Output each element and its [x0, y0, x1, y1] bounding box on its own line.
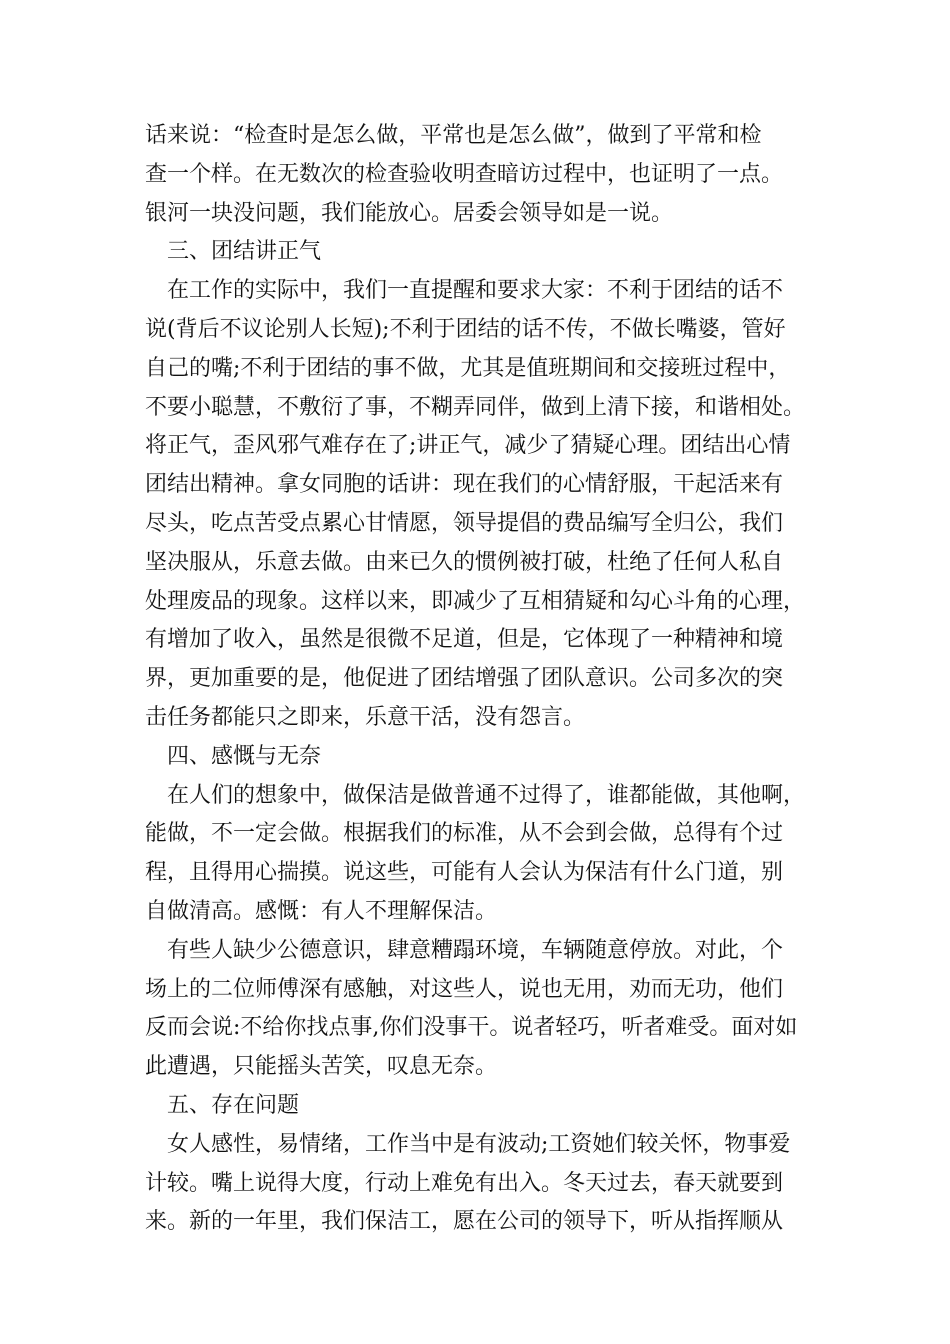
text-line: 自做清高。感慨：有人不理解保洁。 — [145, 898, 498, 924]
text-line: 女人感性，易情绪，工作当中是有波动;工资她们较关怀，物事爱 — [167, 1131, 791, 1157]
text-line: 来。新的一年里，我们保洁工，愿在公司的领导下，听从指挥顺从 — [145, 1209, 784, 1235]
text-line: 团结出精神。拿女同胞的话讲：现在我们的心情舒服，干起活来有 — [145, 472, 784, 498]
text-line: 在人们的想象中，做保洁是做普通不过得了，谁都能做，其他啊， — [167, 782, 806, 808]
text-line: 场上的二位师傅深有感触，对这些人，说也无用，劝而无功，他们 — [145, 976, 784, 1002]
text-line: 查一个样。在无数次的检查验收明查暗访过程中，也证明了一点。 — [145, 161, 784, 187]
text-line: 反而会说:不给你找点事,你们没事干。说者轻巧，听者难受。面对如 — [145, 1015, 798, 1041]
text-line: 在工作的实际中，我们一直提醒和要求大家：不利于团结的话不 — [167, 278, 784, 304]
text-line: 话来说：“检查时是怎么做，平常也是怎么做”，做到了平常和检 — [145, 123, 762, 148]
text-line: 坚决服从，乐意去做。由来已久的惯例被打破，杜绝了任何人私自 — [145, 549, 784, 575]
section-heading: 四、感慨与无奈 — [167, 743, 322, 769]
text-line: 处理废品的现象。这样以来，即减少了互相猜疑和勾心斗角的心理， — [145, 588, 806, 614]
text-line: 计较。嘴上说得大度，行动上难免有出入。冬天过去，春天就要到 — [145, 1170, 784, 1196]
text-line: 此遭遇，只能摇头苦笑，叹息无奈。 — [145, 1054, 498, 1080]
document-body — [145, 117, 835, 1242]
text-line: 有增加了收入，虽然是很微不足道，但是，它体现了一种精神和境 — [145, 627, 784, 653]
text-line: 不要小聪慧，不敷衍了事，不糊弄同伴，做到上清下接，和谐相处。 — [145, 394, 806, 420]
text-line: 界，更加重要的是，他促进了团结增强了团队意识。公司多次的突 — [145, 666, 784, 692]
text-line: 程，且得用心揣摸。说这些，可能有人会认为保洁有什么门道，别 — [145, 860, 784, 886]
text-line: 击任务都能只之即来，乐意干活，没有怨言。 — [145, 704, 586, 730]
text-line: 能做，不一定会做。根据我们的标准，从不会到会做，总得有个过 — [145, 821, 784, 847]
text-line: 有些人缺少公德意识，肆意糟蹋环境，车辆随意停放。对此，个 — [167, 937, 784, 963]
text-line: 银河一块没问题，我们能放心。居委会领导如是一说。 — [145, 200, 674, 226]
text-line: 说(背后不议论别人长短);不利于团结的话不传，不做长嘴婆，管好 — [145, 316, 786, 342]
text-line: 自己的嘴;不利于团结的事不做，尤其是值班期间和交接班过程中， — [145, 355, 791, 381]
section-heading: 三、团结讲正气 — [167, 239, 322, 265]
text-line: 尽头，吃点苦受点累心甘情愿，领导提倡的费品编写全归公，我们 — [145, 510, 784, 536]
text-line: 将正气，歪风邪气难存在了;讲正气，减少了猜疑心理。团结出心情 — [145, 433, 791, 459]
section-heading: 五、存在问题 — [167, 1092, 300, 1118]
